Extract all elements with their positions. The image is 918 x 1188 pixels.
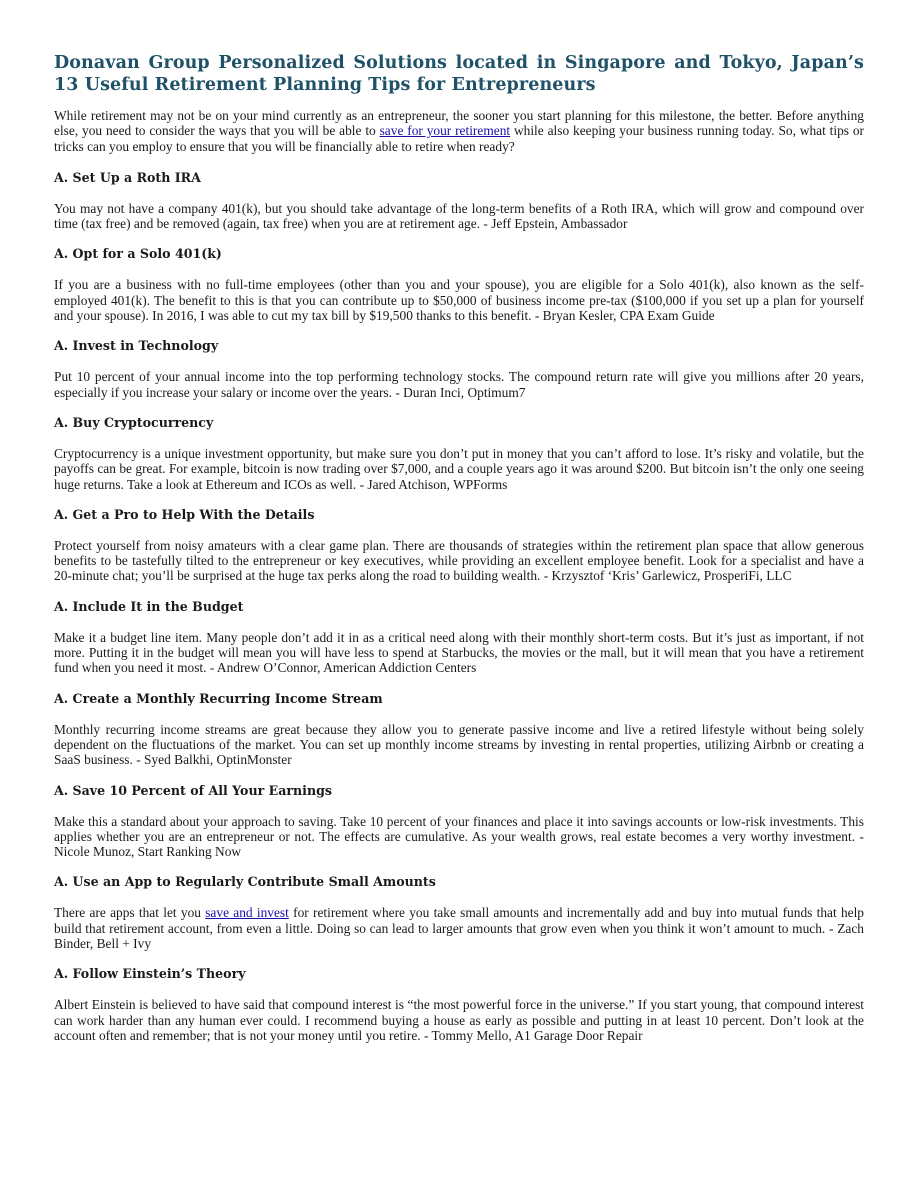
tip-body: Monthly recurring income streams are great because they allow you to generate passive income and live a retired lifestyle without being solely dependent on the fluctuations of the market. You can set up monthly income streams by investing in rental properties, utilizing Airbnb or creating a SaaS business. - Syed Balkhi, OptinMonster <box>54 721 864 768</box>
tip-body: Put 10 percent of your annual income into the top performing technology stocks. The compound return rate will give you millions after 20 years, especially if you increase your salary or income over the years. - Duran Inci, Optimum7 <box>54 369 864 400</box>
tip-heading: A. Opt for a Solo 401(k) <box>54 246 222 262</box>
tip-body: You may not have a company 401(k), but you should take advantage of the long-term benefits of a Roth IRA, which will grow and compound over time (tax free) and be removed (again, tax free) when you are at retirement age. - Jeff Epstein, Ambassador <box>54 200 864 232</box>
tip-section <box>54 507 864 584</box>
intro-text-after-link: while also keeping your business running today. So, what tips or tricks can you employ to ensure that you will be financially able to retire when ready? <box>54 123 865 154</box>
tip-text-after-link: for retirement where you take small amounts and incrementally add and buy into mutual funds that help build that retirement account, from even a little. Doing so can lead to larger amounts that grow even when you think it won’t amount to much. - Zach Binder, Bell + Ivy <box>54 905 864 952</box>
tip-heading: A. Create a Monthly Recurring Income Stream <box>54 690 383 706</box>
tip-body: Make this a standard about your approach to saving. Take 10 percent of your finances and place it into savings accounts or low-risk investments. This applies whether you are an entrepreneur or not. The effects are cumulative. As your wealth grows, real estate becomes a very worthy investment. - Nicole Munoz, Start Ranking Now <box>54 813 864 860</box>
tip-text-before-link: There are apps that let you <box>54 905 206 921</box>
tip-heading: A. Buy Cryptocurrency <box>54 414 214 430</box>
tip-heading: A. Get a Pro to Help With the Details <box>54 506 315 522</box>
tip-body: Make it a budget line item. Many people don’t add it in as a critical need along with their monthly short-term costs. But it’s just as important, if not more. Putting it in the budget will mean you will have less to spend at Starbucks, the movies or the mall, but it will mean that you have a retirement fund when you need it most. - Andrew O’Connor, American Addiction Centers <box>54 629 864 676</box>
tip-body <box>54 905 864 951</box>
tip-heading: A. Set Up a Roth IRA <box>54 169 201 185</box>
save-for-retirement-link[interactable]: save for your retirement <box>379 123 511 139</box>
tip-section <box>54 966 864 1043</box>
tip-heading: A. Follow Einstein’s Theory <box>54 966 246 982</box>
tip-section <box>54 338 864 400</box>
tip-heading: A. Use an App to Regularly Contribute Small Amounts <box>54 874 436 890</box>
tip-section <box>54 415 864 492</box>
tip-section <box>54 170 864 232</box>
tip-body: Cryptocurrency is a unique investment opportunity, but make sure you don’t put in money that you can’t afford to lose. It’s risky and volatile, but the payoffs can be great. For example, bitcoin is now trading over $7,000, and a couple years ago it was around $200. But bitcoin isn’t the only one seeing huge returns. Take a look at Ethereum and ICOs as well. - Jared Atchison, WPForms <box>54 445 864 492</box>
tip-section <box>54 874 864 951</box>
intro-paragraph <box>54 108 864 154</box>
tip-section <box>54 783 864 860</box>
tip-heading: A. Save 10 Percent of All Your Earnings <box>54 782 333 798</box>
save-and-invest-link[interactable]: save and invest <box>205 905 289 921</box>
tip-heading: A. Include It in the Budget <box>54 598 244 614</box>
tip-section <box>54 246 864 323</box>
tip-section <box>54 691 864 768</box>
intro-text-before-link: While retirement may not be on your mind currently as an entrepreneur, the sooner you start planning for this milestone, the better. Before anything else, you need to consider the ways that you will be able to <box>54 108 864 139</box>
tip-body: Albert Einstein is believed to have said that compound interest is “the most powerful force in the universe.” If you start young, that compound interest can work harder than any human ever could. I recommend buying a house as early as possible and putting in at least 10 percent. Don’t look at the account often and remember; that is not your money until you retire. - Tommy Mello, A1 Garage Door Repair <box>54 997 864 1043</box>
document-title: Donavan Group Personalized Solutions located in Singapore and Tokyo, Japan’s 13 Useful Retirement Planning Tips for Entrepreneurs <box>54 53 864 95</box>
document-page <box>54 52 864 1058</box>
tip-heading: A. Invest in Technology <box>54 338 219 354</box>
tip-body: If you are a business with no full-time employees (other than you and your spouse), you are eligible for a Solo 401(k), also known as the self-employed 401(k). The benefit to this is that you can contribute up to $50,000 of business income pre-tax ($100,000 if you set up a plan for yourself and your spouse). In 2016, I was able to cut my tax bill by $19,500 thanks to this benefit. - Bryan Kesler, CPA Exam Guide <box>54 277 864 324</box>
tip-body: Protect yourself from noisy amateurs with a clear game plan. There are thousands of strategies within the retirement plan space that allow generous benefits to be tastefully tilted to the entrepreneur or key executives, while providing an excellent employee benefit. Look for a specialist and have a 20-minute chat; you’ll be surprised at the huge tax perks along the road to building wealth. - Krzysztof ‘Kris’ Garlewicz, ProsperiFi, LLC <box>54 537 864 584</box>
tip-section <box>54 599 864 676</box>
